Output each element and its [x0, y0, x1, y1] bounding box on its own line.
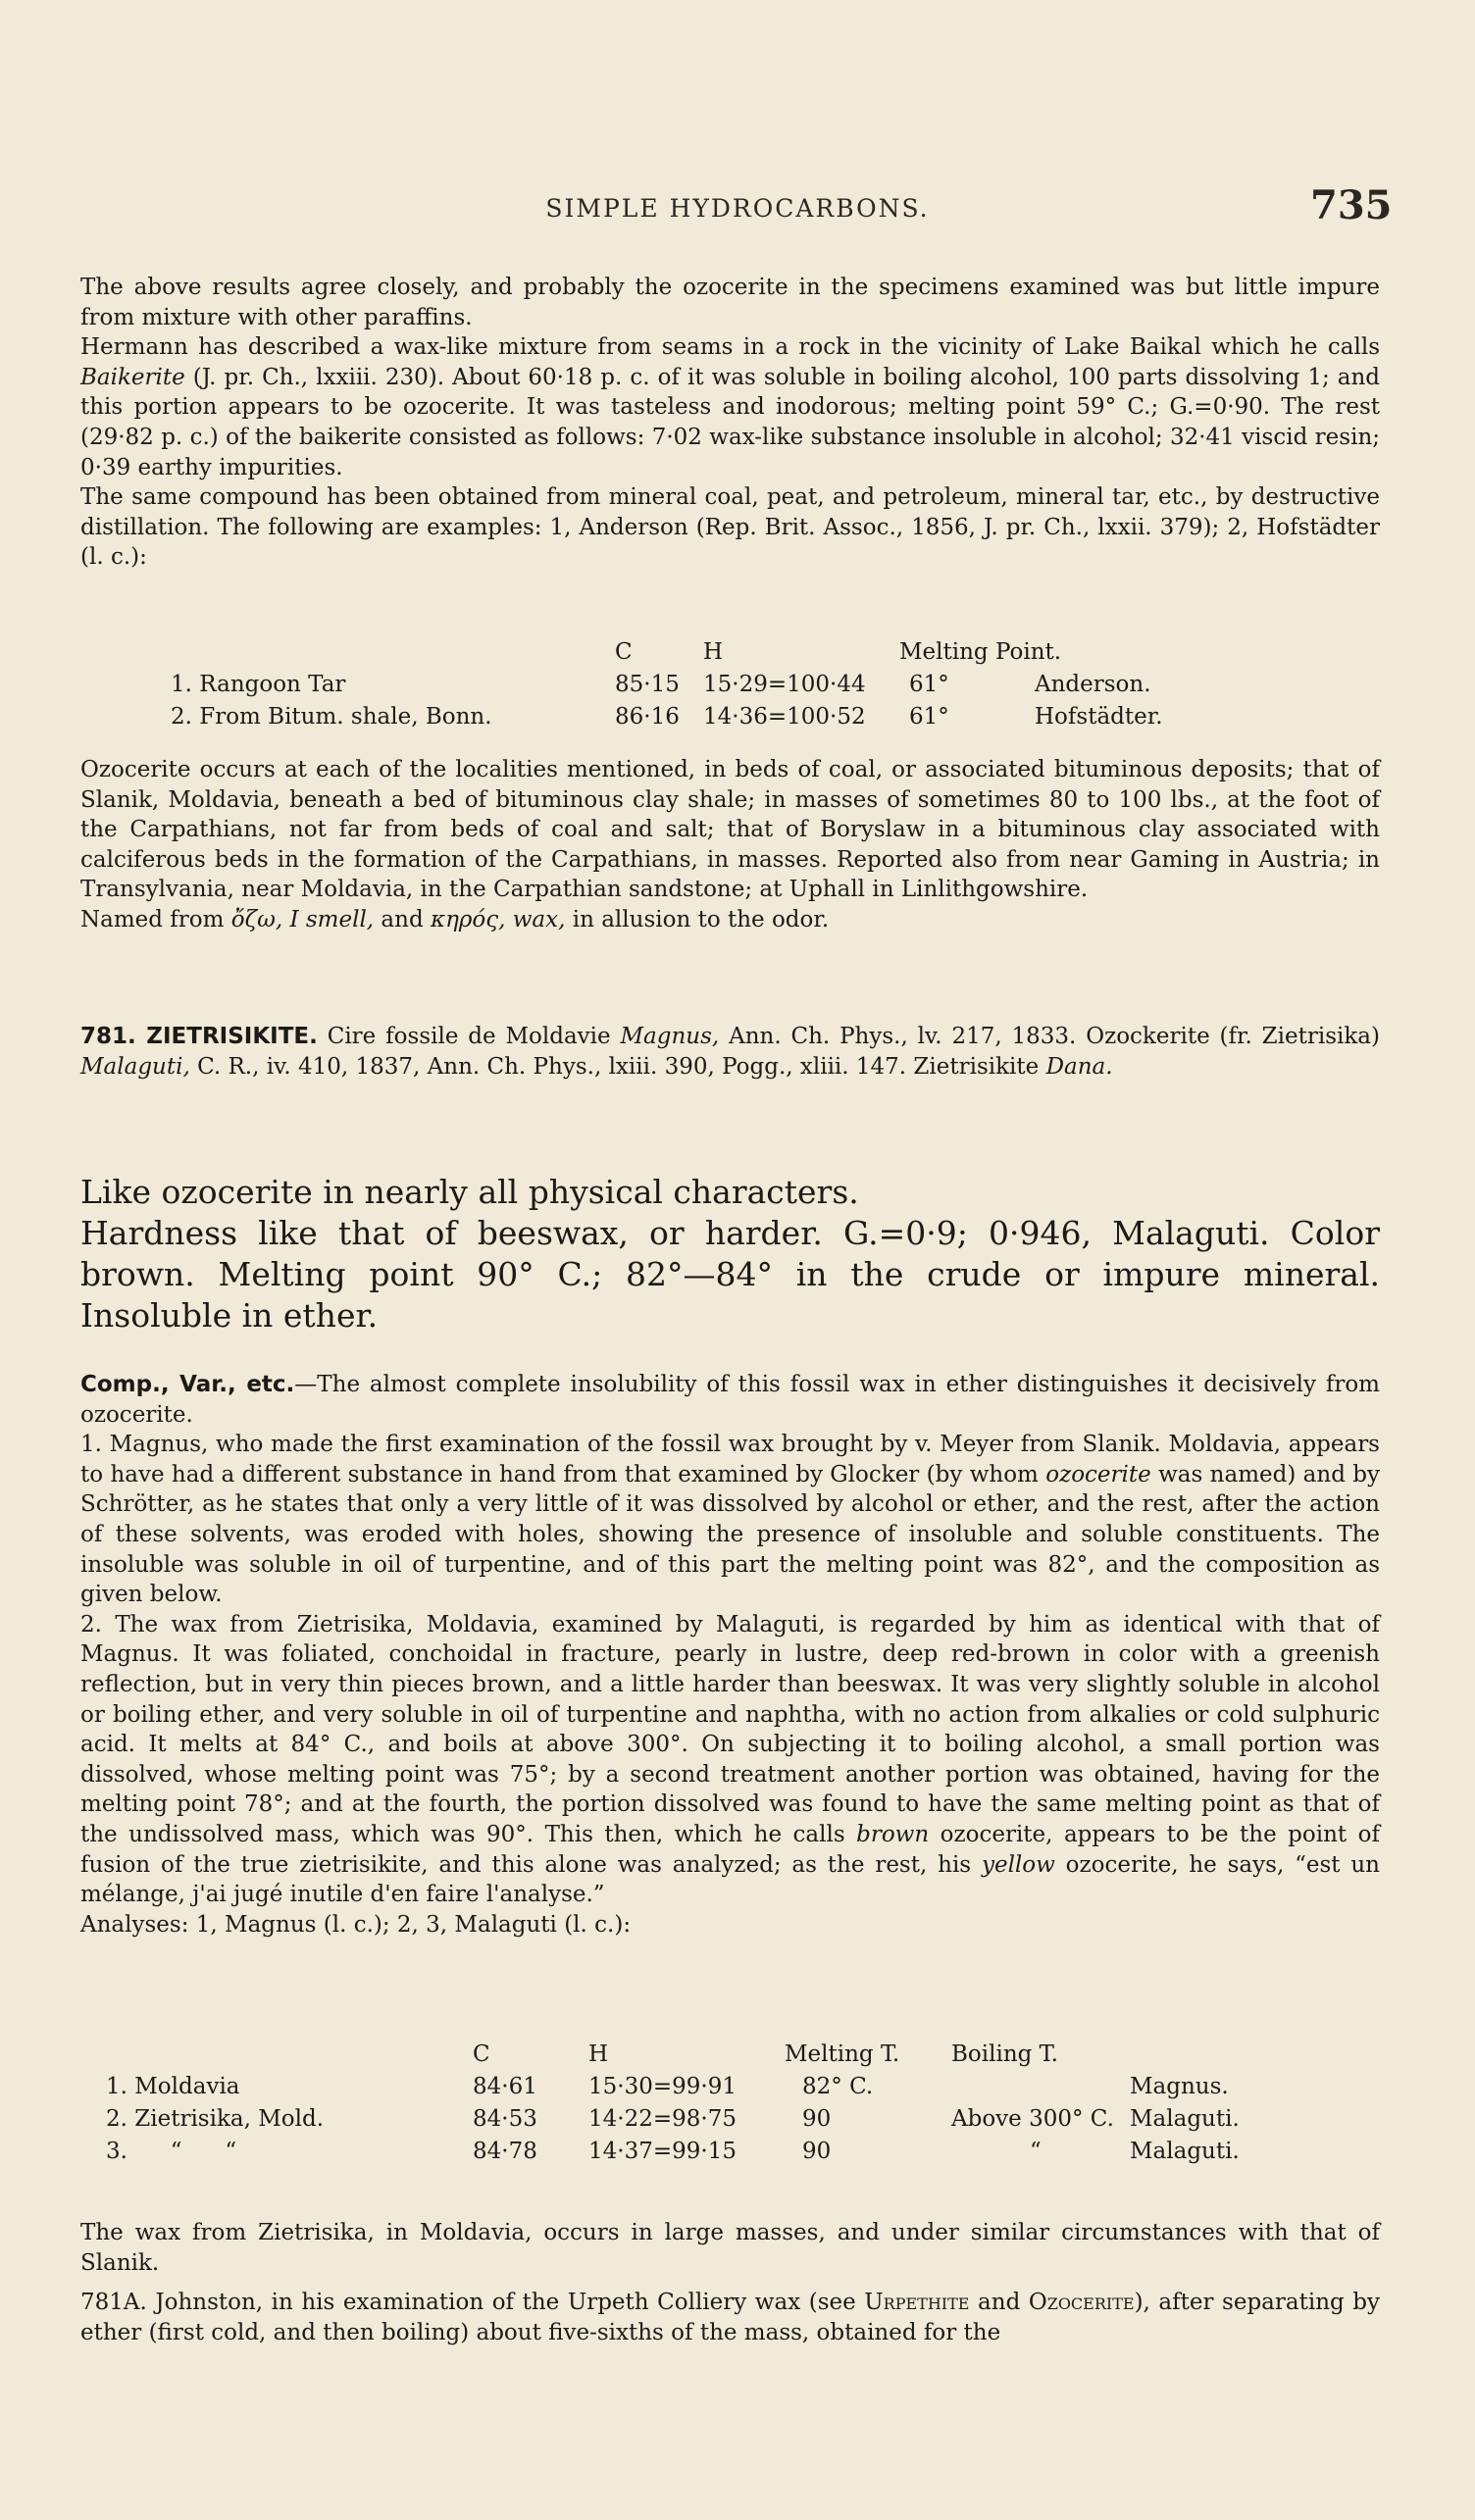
row-label: 3. “ “ [106, 2139, 237, 2164]
row-label: 1. Moldavia [106, 2074, 240, 2099]
cell-melting: 82° C. [802, 2074, 874, 2099]
text-run: Hermann has described a wax-like mixture from seams in a rock in the vicinity of Lake Baikal which he calls [80, 334, 1380, 361]
section-781a-number: 781A. [80, 2290, 147, 2316]
row-label: 1. Rangoon Tar [171, 672, 346, 697]
cell-h: 14·37=99·15 [588, 2139, 737, 2164]
cell-c: 84·78 [473, 2139, 537, 2164]
author: Magnus, [620, 1024, 720, 1049]
header-melting: Melting Point. [899, 639, 1062, 665]
header-c: C [615, 639, 633, 665]
page-number: 735 [1310, 182, 1393, 228]
composition-block [80, 1370, 1380, 1940]
synonymy [80, 1022, 1380, 1082]
section-title: 781. ZIETRISIKITE. [80, 1024, 318, 1049]
closing-block [80, 2218, 1380, 2347]
cell-melting: 90 [802, 2139, 832, 2164]
analyses-line: Analyses: 1, Magnus (l. c.); 2, 3, Malaguti (l. c.): [80, 1911, 632, 1938]
table-row [80, 2139, 1240, 2171]
table-header-row [80, 639, 1163, 672]
paragraph-occurrence: Ozocerite occurs at each of the localities mentioned, in beds of coal, or associated bituminous deposits; that of Slanik, Moldavia, beneath a bed of bituminous clay shale; in masses of sometimes 80 to 100 lbs., at the foot of the Carpathians, not far from beds of coal and salt; that of Boryslaw in a bituminous clay associated with calciferous beds in the formation of the Carpathians, in masses. Reported also from near Gaming in Austria; in Transylvania, near Moldavia, in the Carpathian sandstone; at Uphall in Linlithgowshire. [80, 757, 1380, 903]
text-run: ozocerite, appears to be the point of fusion of the true zietrisikite, and this alone was analyzed; as the rest, his [80, 1821, 1380, 1878]
text-run: ), after separating by ether (first cold, and then boiling) about five-sixths of the mass, obtained for the [80, 2290, 1381, 2345]
paragraph-etymology [80, 905, 1380, 935]
term-ozocerite: ozocerite [1045, 1461, 1151, 1487]
description-line1: Like ozocerite in nearly all physical characters. [80, 1173, 859, 1211]
intro-block [80, 273, 1380, 573]
header-h: H [703, 639, 724, 665]
text-run: C. R., iv. 410, 1837, Ann. Ch. Phys., lxiii. 390, Pogg., xliii. 147. Zietrisikite [189, 1053, 1046, 1080]
cell-author: Magnus. [1130, 2074, 1229, 2099]
header-c: C [473, 2041, 490, 2067]
cell-mp: 61° [909, 672, 949, 697]
cell-h: 14·22=98·75 [588, 2106, 737, 2132]
term-baikerite: Baikerite [80, 364, 185, 390]
cell-author: Anderson. [1035, 672, 1151, 697]
table-tar-analyses [80, 639, 1380, 736]
header-boiling: Boiling T. [951, 2041, 1058, 2067]
text-run: 1. Magnus, who made the first examination of the fossil wax brought by v. Meyer from Slanik. Moldavia, appears to have had a different substance in hand from that examined by Glocker (by whom [80, 1432, 1380, 1487]
cell-author: Malaguti. [1130, 2106, 1240, 2132]
cell-author: Hofstädter. [1035, 704, 1163, 730]
paragraph-baikerite [80, 332, 1380, 482]
term-brown: brown [856, 1821, 930, 1847]
paragraph-occurrence-zietrisika: The wax from Zietrisika, in Moldavia, occurs in large masses, and under similar circumstances with that of Slanik. [80, 2220, 1380, 2276]
cell-boiling [951, 2074, 1130, 2106]
cell-c: 84·61 [473, 2074, 537, 2099]
text-run: (J. pr. Ch., lxxiii. 230). About 60·18 p. c. of it was soluble in boiling alcohol, 100 parts dissolving 1; and this portion appears to be ozocerite. It was tasteless and inodorous; melting point 59° C.; G.=0·90. The rest (29·82 p. c.) of the baikerite consisted as follows: 7·02 wax-like substance insoluble in alcohol; 32·41 viscid resin; 0·39 earthy impurities. [80, 364, 1380, 480]
paragraph-malaguti [80, 1610, 1380, 1910]
text-run: 2. The wax from Zietrisika, Moldavia, examined by Malaguti, is regarded by him as identical with that of Magnus. It was foliated, conchoidal in fracture, pearly in lustre, deep red-brown in color with a greenish reflection, but in very thin pieces brown, and a little harder than beeswax. It was very slightly soluble in alcohol or boiling ether, and very soluble in oil of turpentine and naphtha, with no action from alkalies or cold sulphuric acid. It melts at 84° C., and boils at above 300°. On subjecting it to boiling alcohol, a small portion was dissolved, whose melting point was 75°; by a second treatment another portion was obtained, having for the melting point 78°; and at the fourth, the portion dissolved was found to have the same melting point as that of the undissolved mass, which was 90°. This then, which he calls [80, 1611, 1380, 1847]
table-row [80, 2106, 1240, 2139]
paragraph-composition [80, 1370, 1380, 1430]
author: Malaguti, [80, 1053, 190, 1080]
description-body: Hardness like that of beeswax, or harder. G.=0·9; 0·946, Malaguti. Color brown. Melting point 90° C.; 82°—84° in the crude or impure mineral. Insoluble in ether. [80, 1214, 1380, 1335]
cell-c: 85·15 [615, 672, 680, 697]
occurrence-block [80, 755, 1380, 935]
paragraph-results: The above results agree closely, and probably the ozocerite in the specimens examined was but little impure from mixture with other paraffins. [80, 275, 1380, 330]
cell-boiling: Above 300° C. [951, 2106, 1114, 2132]
text-run: and [969, 2290, 1029, 2316]
cell-mp: 61° [909, 704, 949, 730]
text-run: in allusion to the odor. [565, 906, 830, 932]
cell-melting: 90 [802, 2106, 832, 2132]
cell-c: 86·16 [615, 704, 680, 730]
cell-h: 15·29=100·44 [703, 672, 866, 697]
text-run: Ann. Ch. Phys., lv. 217, 1833. Ozockerite (fr. Zietrisika) [719, 1024, 1380, 1049]
paragraph-781a [80, 2288, 1380, 2347]
cell-c: 84·53 [473, 2106, 537, 2132]
table-zietrisikite-analyses [80, 2041, 1380, 2171]
header-melting: Melting T. [785, 2041, 900, 2067]
author: Dana. [1045, 1053, 1113, 1080]
paragraph-magnus [80, 1430, 1380, 1610]
table-header-row [80, 2041, 1240, 2074]
term-greek: ὄζω, I smell, [230, 906, 375, 932]
header-h: H [588, 2041, 609, 2067]
row-label: 2. From Bitum. shale, Bonn. [171, 704, 492, 730]
text-run: and [374, 906, 431, 932]
comp-lead: Comp., Var., etc. [80, 1372, 295, 1397]
cell-h: 14·36=100·52 [703, 704, 866, 730]
text-run: Named from [80, 906, 231, 932]
text-run: Johnston, in his examination of the Urpeth Colliery wax (see [146, 2290, 865, 2316]
text-run: ozocerite, he says, “est un mélange, j'ai jugé inutile d'en faire l'analyse.” [80, 1851, 1380, 1908]
cell-boiling: “ [1030, 2139, 1042, 2164]
description-large [80, 1172, 1380, 1336]
text-run: —The almost complete insolubility of this fossil wax in ether distinguishes it decisively from ozocerite. [80, 1372, 1380, 1428]
ref-urpethite: Urpethite [864, 2290, 970, 2316]
table-row [80, 672, 1163, 704]
section-781-heading [80, 1022, 1380, 1082]
text-run: was named) and by Schrötter, as he states that only a very little of it was dissolved by alcohol or ether, and the rest, after the action of these solvents, was eroded with holes, showing the presence of insoluble and soluble constituents. The insoluble was soluble in oil of turpentine, and of this part the melting point was 82°, and the composition as given below. [80, 1461, 1380, 1608]
text-run: Cire fossile de Moldavie [317, 1024, 621, 1049]
term-greek: κηρός, wax, [431, 906, 566, 932]
paragraph-distillation: The same compound has been obtained from mineral coal, peat, and petroleum, mineral tar, etc., by destructive distillation. The following are examples: 1, Anderson (Rep. Brit. Assoc., 1856, J. pr. Ch., lxxii. 379); 2, Hofstädter (l. c.): [80, 484, 1380, 571]
row-label: 2. Zietrisika, Mold. [106, 2106, 325, 2132]
table-row [80, 704, 1163, 736]
ref-ozocerite: Ozocerite [1028, 2290, 1135, 2316]
term-yellow: yellow [981, 1851, 1055, 1878]
running-header: SIMPLE HYDROCARBONS. [545, 194, 930, 223]
cell-author: Malaguti. [1130, 2139, 1240, 2164]
table-row [80, 2074, 1240, 2106]
cell-h: 15·30=99·91 [588, 2074, 737, 2099]
